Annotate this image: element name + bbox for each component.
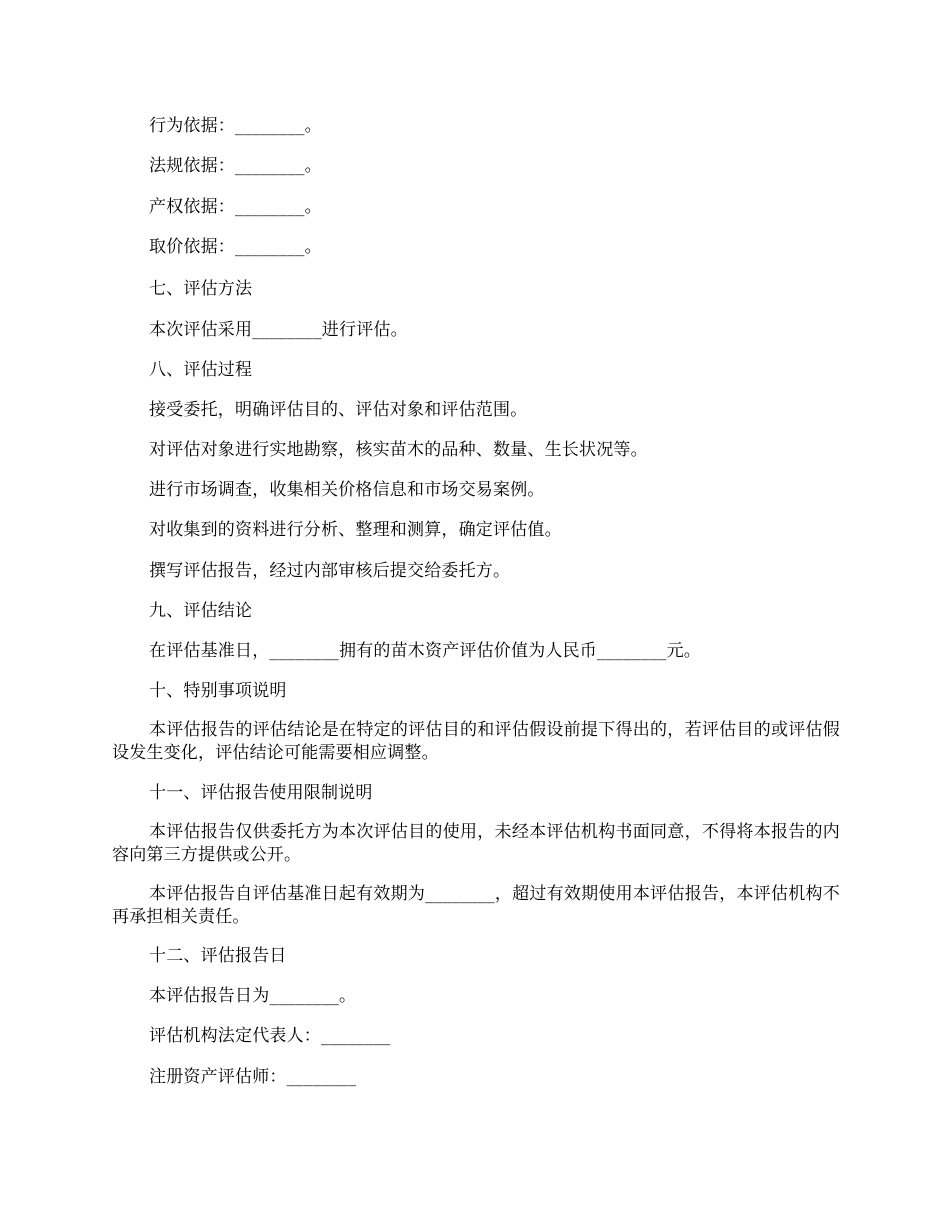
report-date-text: 本评估报告日为________。 [149, 986, 357, 1006]
process-step-3: 进行市场调查，收集相关价格信息和市场交易案例。 [149, 480, 545, 500]
basis-property: 产权依据：________。 [149, 197, 322, 217]
process-step-4: 对收集到的资料进行分析、整理和测算，确定评估值。 [149, 520, 562, 540]
legal-representative: 评估机构法定代表人：________ [149, 1026, 391, 1046]
heading-method: 七、评估方法 [149, 279, 253, 299]
registered-appraiser: 注册资产评估师：________ [149, 1067, 357, 1087]
process-step-1: 接受委托，明确评估目的、评估对象和评估范围。 [149, 400, 528, 420]
heading-process: 八、评估过程 [149, 360, 253, 380]
process-step-5: 撰写评估报告，经过内部审核后提交给委托方。 [149, 561, 511, 581]
heading-limits: 十一、评估报告使用限制说明 [149, 783, 373, 803]
process-step-2: 对评估对象进行实地勘察，核实苗木的品种、数量、生长状况等。 [149, 440, 648, 460]
special-text: 本评估报告的评估结论是在特定的评估目的和评估假设前提下得出的，若评估目的或评估假设发生变化，评估结论可能需要相应调整。 [112, 720, 840, 763]
method-text: 本次评估采用________进行评估。 [149, 320, 408, 340]
heading-special: 十、特别事项说明 [149, 681, 287, 701]
heading-conclusion: 九、评估结论 [149, 601, 253, 621]
conclusion-text: 在评估基准日，________拥有的苗木资产评估价值为人民币________元。 [149, 641, 701, 661]
limits-text-1: 本评估报告仅供委托方为本次评估目的使用，未经本评估机构书面同意，不得将本报告的内容向第三方提供或公开。 [112, 822, 840, 865]
heading-report-date: 十二、评估报告日 [149, 946, 287, 966]
basis-pricing: 取价依据：________。 [149, 237, 322, 257]
limits-text-2: 本评估报告自评估基准日起有效期为________，超过有效期使用本评估报告，本评估机构不再承担相关责任。 [112, 884, 840, 927]
basis-regulation: 法规依据：________。 [149, 156, 322, 176]
basis-conduct: 行为依据：________。 [149, 116, 322, 136]
